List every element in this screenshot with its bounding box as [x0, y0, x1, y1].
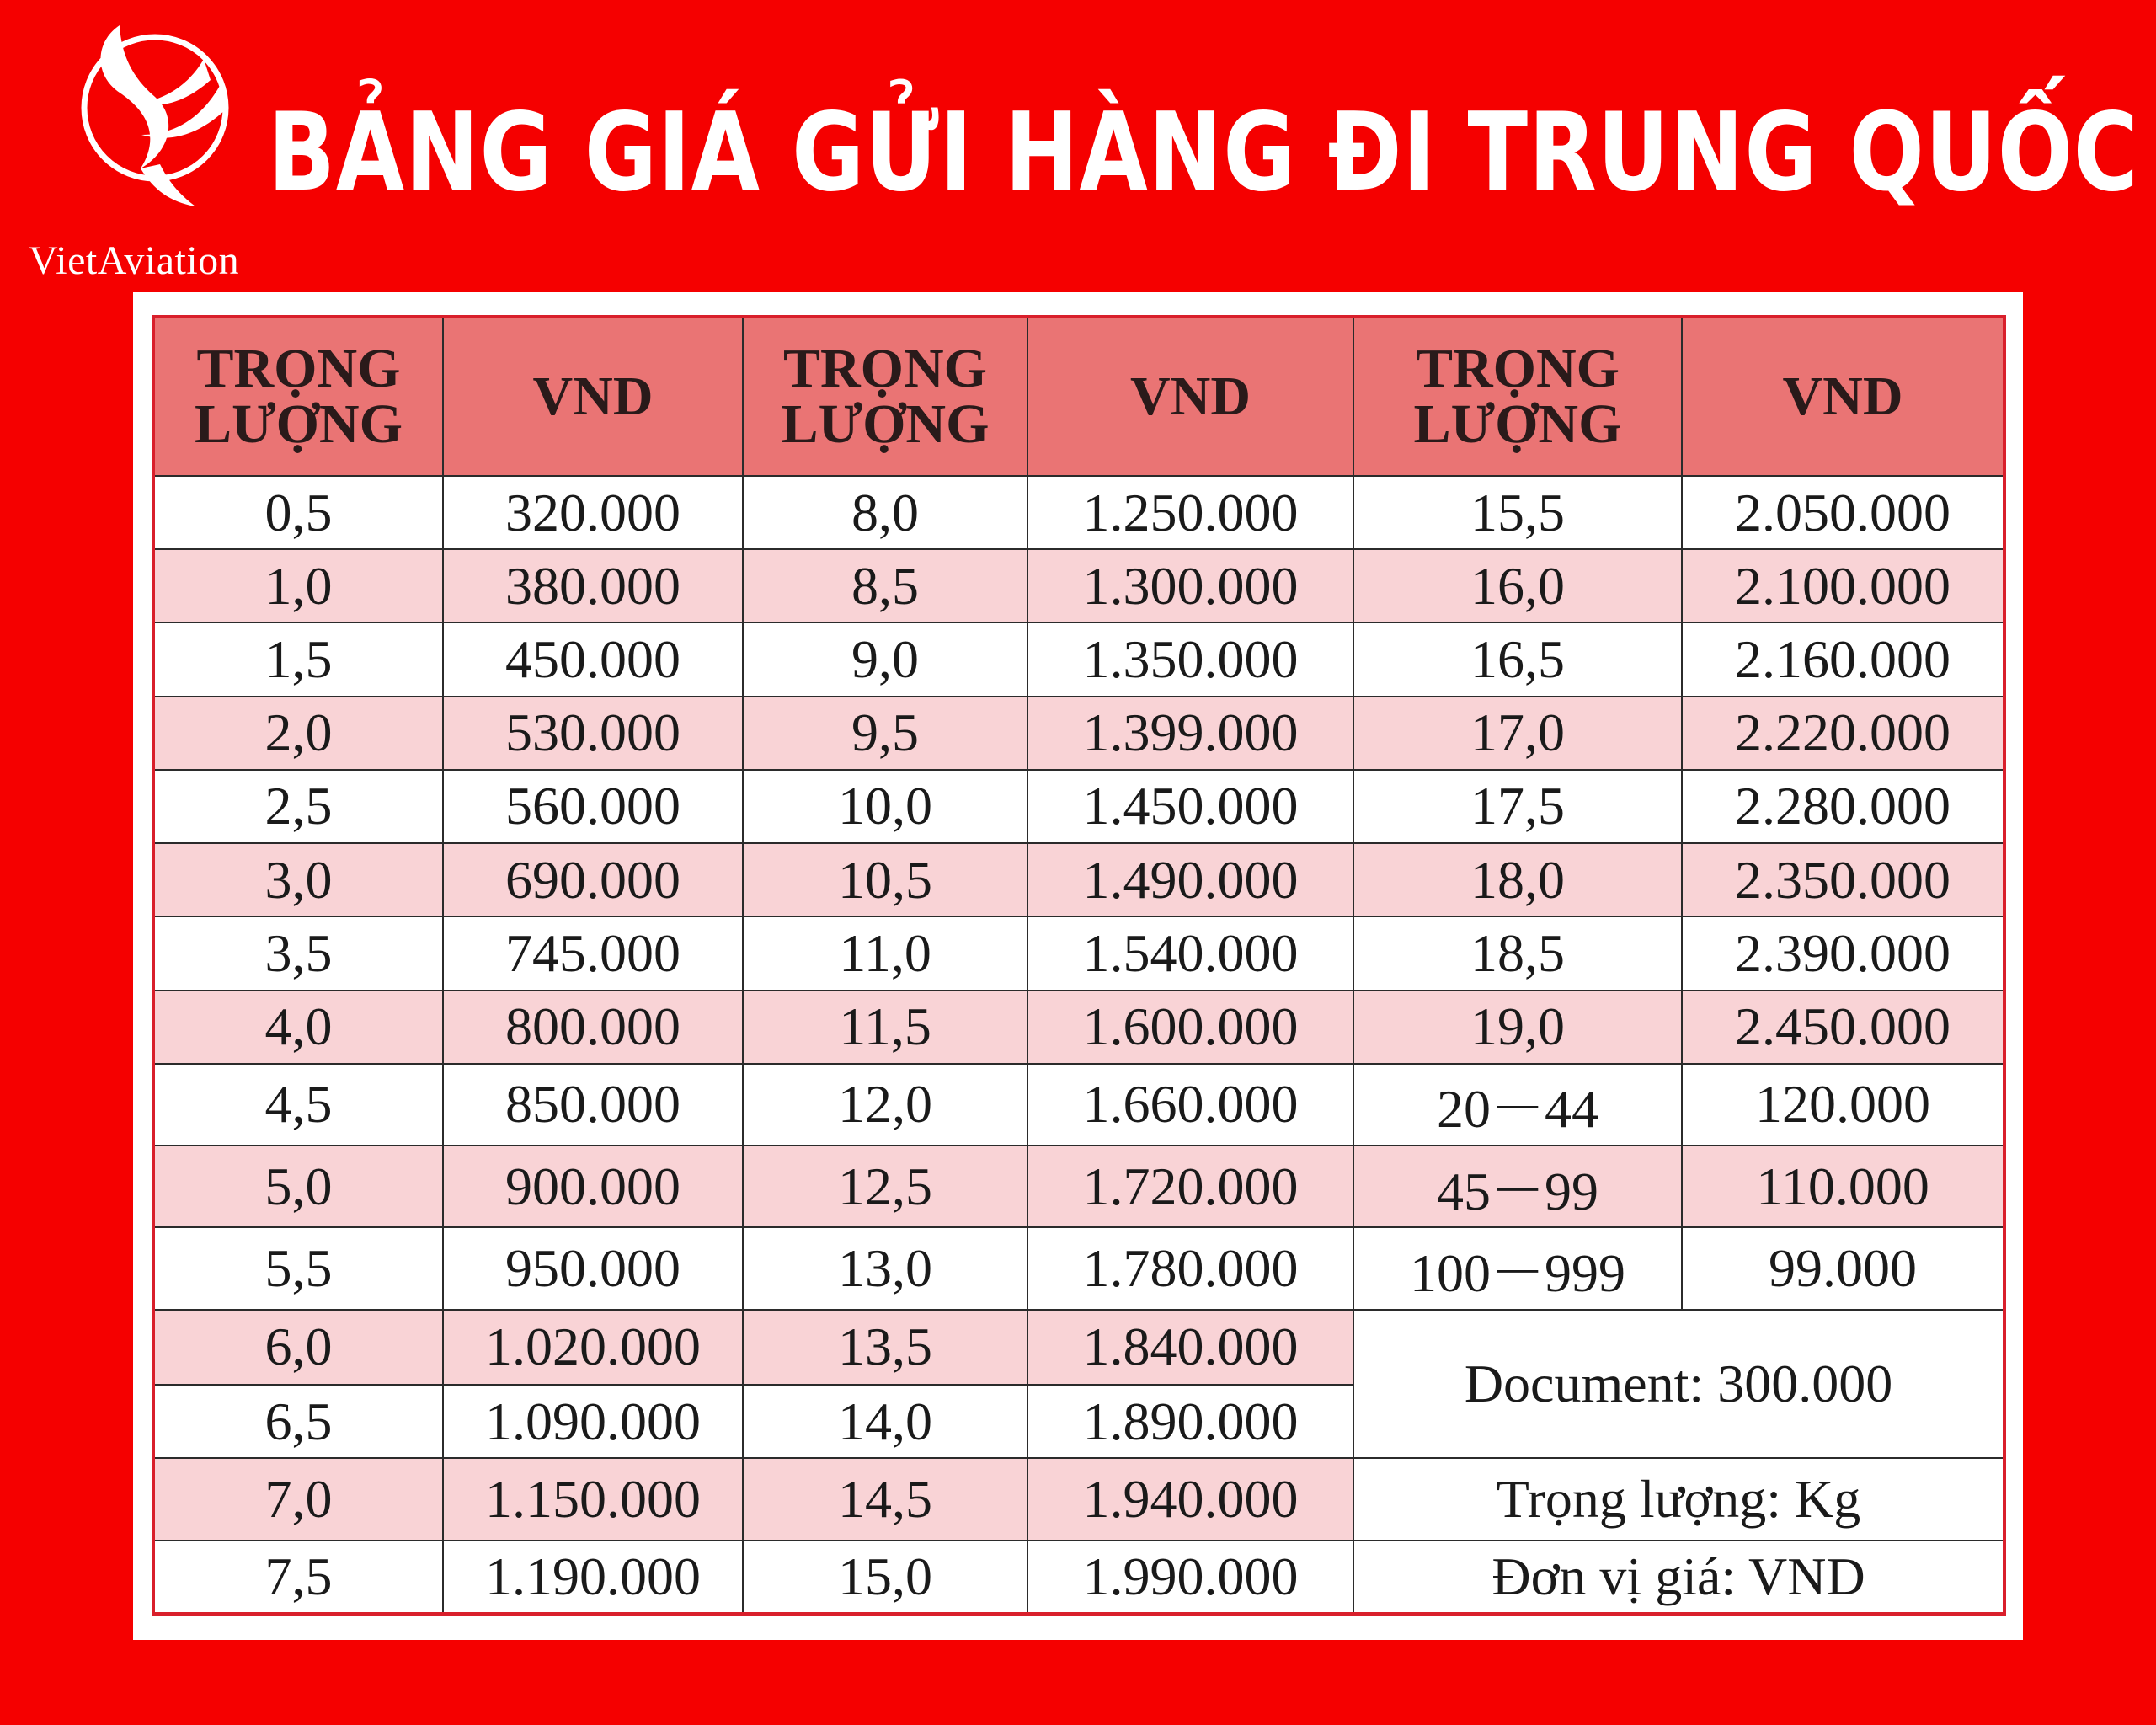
table-row: [153, 1064, 2004, 1146]
price-cell: 2.280.000: [1682, 770, 2004, 843]
price-cell: 900.000: [443, 1146, 743, 1227]
weight-cell: 15,0: [743, 1541, 1027, 1614]
header-vnd-3: VND: [1682, 317, 2004, 476]
weight-cell: 0,5: [153, 476, 443, 549]
price-cell: 1.540.000: [1027, 916, 1353, 990]
weight-cell: 10,0: [743, 770, 1027, 843]
table-row: [153, 697, 2004, 770]
table-row: [153, 549, 2004, 622]
weight-cell: 9,0: [743, 622, 1027, 696]
document-price-note: Document: 300.000: [1353, 1310, 2004, 1458]
table-row: [153, 1227, 2004, 1309]
weight-cell: 1,0: [153, 549, 443, 622]
weight-cell: 17,0: [1353, 697, 1682, 770]
weight-cell: 7,5: [153, 1541, 443, 1614]
weight-cell: 14,5: [743, 1458, 1027, 1540]
price-cell: 380.000: [443, 549, 743, 622]
weight-cell: 15,5: [1353, 476, 1682, 549]
table-row: [153, 1146, 2004, 1227]
price-table: [152, 315, 2006, 1616]
price-cell: 120.000: [1682, 1064, 2004, 1146]
price-cell: 745.000: [443, 916, 743, 990]
table-row: [153, 622, 2004, 696]
price-cell: 1.840.000: [1027, 1310, 1353, 1385]
weight-cell: 17,5: [1353, 770, 1682, 843]
weight-cell: 5,0: [153, 1146, 443, 1227]
price-cell: 2.160.000: [1682, 622, 2004, 696]
table-row: [153, 991, 2004, 1064]
table-row: [153, 1458, 2004, 1540]
weight-cell: 18,5: [1353, 916, 1682, 990]
price-cell: 2.390.000: [1682, 916, 2004, 990]
swallow-bird-logo-icon: [61, 8, 237, 219]
weight-cell: 12,5: [743, 1146, 1027, 1227]
weight-cell: 11,5: [743, 991, 1027, 1064]
price-cell: 2.100.000: [1682, 549, 2004, 622]
price-cell: 1.300.000: [1027, 549, 1353, 622]
header-vnd-2: VND: [1027, 317, 1353, 476]
table-row: [153, 916, 2004, 990]
price-cell: 950.000: [443, 1227, 743, 1309]
price-cell: 320.000: [443, 476, 743, 549]
weight-cell: 11,0: [743, 916, 1027, 990]
weight-cell: 4,5: [153, 1064, 443, 1146]
price-cell: 1.250.000: [1027, 476, 1353, 549]
weight-cell: 14,0: [743, 1385, 1027, 1458]
weight-cell: 5,5: [153, 1227, 443, 1309]
price-cell: 1.450.000: [1027, 770, 1353, 843]
price-cell: 1.940.000: [1027, 1458, 1353, 1540]
weight-cell: 3,5: [153, 916, 443, 990]
weight-cell: 19,0: [1353, 991, 1682, 1064]
header-weight-2: TRỌNG LƯỢNG: [743, 317, 1027, 476]
price-cell: 1.020.000: [443, 1310, 743, 1385]
price-cell: 99.000: [1682, 1227, 2004, 1309]
price-cell: 1.780.000: [1027, 1227, 1353, 1309]
weight-cell: 16,0: [1353, 549, 1682, 622]
price-cell: 1.399.000: [1027, 697, 1353, 770]
weight-cell: 2,0: [153, 697, 443, 770]
price-cell: 1.350.000: [1027, 622, 1353, 696]
weight-cell: 8,0: [743, 476, 1027, 549]
price-cell: 1.660.000: [1027, 1064, 1353, 1146]
weight-cell: 18,0: [1353, 843, 1682, 916]
header-vnd-1: VND: [443, 317, 743, 476]
price-cell: 2.220.000: [1682, 697, 2004, 770]
weight-cell: 2,5: [153, 770, 443, 843]
header-weight-3: TRỌNG LƯỢNG: [1353, 317, 1682, 476]
price-cell: 1.890.000: [1027, 1385, 1353, 1458]
price-cell: 1.990.000: [1027, 1541, 1353, 1614]
table-row: [153, 770, 2004, 843]
price-cell: 450.000: [443, 622, 743, 696]
price-cell: 1.090.000: [443, 1385, 743, 1458]
weight-cell: 4,0: [153, 991, 443, 1064]
weight-cell: 3,0: [153, 843, 443, 916]
weight-cell: 8,5: [743, 549, 1027, 622]
price-cell: 560.000: [443, 770, 743, 843]
weight-cell: 45－99: [1353, 1146, 1682, 1227]
weight-cell: 7,0: [153, 1458, 443, 1540]
price-cell: 2.450.000: [1682, 991, 2004, 1064]
price-cell: 1.190.000: [443, 1541, 743, 1614]
table-row: [153, 476, 2004, 549]
page-title: BẢNG GIÁ GỬI HÀNG ĐI TRUNG QUỐC: [268, 90, 2139, 216]
weight-cell: 6,0: [153, 1310, 443, 1385]
table-row: [153, 1541, 2004, 1614]
weight-cell: 20－44: [1353, 1064, 1682, 1146]
table-header-row: [153, 317, 2004, 476]
weight-cell: 13,5: [743, 1310, 1027, 1385]
header-weight-1: TRỌNG LƯỢNG: [153, 317, 443, 476]
price-cell: 530.000: [443, 697, 743, 770]
price-cell: 110.000: [1682, 1146, 2004, 1227]
weight-cell: 1,5: [153, 622, 443, 696]
weight-unit-note: Trọng lượng: Kg: [1353, 1458, 2004, 1540]
price-cell: 2.050.000: [1682, 476, 2004, 549]
price-cell: 1.600.000: [1027, 991, 1353, 1064]
brand-logo: [29, 8, 253, 286]
price-cell: 1.720.000: [1027, 1146, 1353, 1227]
weight-cell: 16,5: [1353, 622, 1682, 696]
weight-cell: 10,5: [743, 843, 1027, 916]
price-cell: 1.150.000: [443, 1458, 743, 1540]
weight-cell: 100－999: [1353, 1227, 1682, 1309]
price-cell: 690.000: [443, 843, 743, 916]
brand-name: VietAviation: [29, 238, 240, 283]
price-cell: 800.000: [443, 991, 743, 1064]
weight-cell: 9,5: [743, 697, 1027, 770]
price-cell: 1.490.000: [1027, 843, 1353, 916]
weight-cell: 6,5: [153, 1385, 443, 1458]
weight-cell: 12,0: [743, 1064, 1027, 1146]
table-row: [153, 1310, 2004, 1385]
price-unit-note: Đơn vị giá: VND: [1353, 1541, 2004, 1614]
price-cell: 2.350.000: [1682, 843, 2004, 916]
table-row: [153, 843, 2004, 916]
price-cell: 850.000: [443, 1064, 743, 1146]
weight-cell: 13,0: [743, 1227, 1027, 1309]
